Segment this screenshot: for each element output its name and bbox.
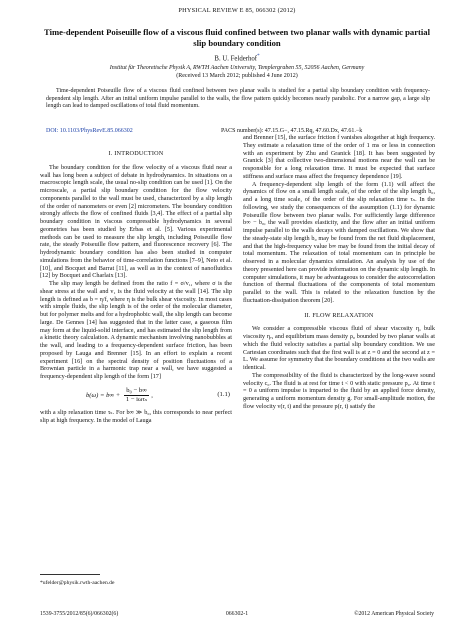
author-email-footnote: *ufelder@physik.rwth-aachen.de	[40, 580, 115, 586]
equation-1-1	[40, 387, 232, 404]
paragraph: A frequency-dependent slip length of the form (1.1) will affect the dynamics of flow on a small length scale, of the order of the slip length b₀, and a long time scale, of the order of the slip relaxation time τₛ. In the following, we study the consequences of the assumption (1.1) for dynamic Poiseuille flow between two planar walls. For sufficiently large difference b∞ − b₀, the wall provides elasticity, and the flow after an initial uniform impulse parallel to the walls decays with damped oscillations. We show that the steady-state slip length b₀ may be found from the net fluid displacement, and that the high-frequency value b∞ may be found from the initial decay of total momentum. The relaxation of total momentum can in principle be observed in a molecular dynamics simulation. An analysis by use of the theory presented here can provide information on the dynamic slip length. In computer simulations, it may be advantageous to consider the autocorrelation function of thermal fluctuations of the components of total momentum parallel to the wall. This is related to the relaxation function by the fluctuation-dissipation theorem [20].	[243, 180, 435, 304]
footnote-divider	[40, 574, 100, 575]
equation-end: ,	[151, 391, 153, 399]
paragraph: The slip may length be defined from the ratio f = σ/v₁, where σ is the shear stress at the wall and v₁ is the fluid velocity at the wall [14]. The slip length is defined as b = η/f, where η is the bulk shear viscosity. In most cases with simple fluids, the slip length is of the order of the molecular diameter, but for polymer melts and for a hydrophobic wall, the slip length can become large. De Gennes [14] has suggested that in the latter case, a gaseous film may form at the liquid-solid interface, and has estimated the slip length from a kinetic theory calculation. A dynamic mechanism involving nanobubbles at the wall, and leading to a frequency-dependent surface friction, has been proposed by Lauga and Brenner [15]. In an effort to explain a recent experiment [16] on the spectral density of position fluctuations of a Brownian particle in a harmonic trap near a wall, we have suggested a frequency-dependent slip length of the form [17]	[40, 280, 232, 380]
affiliation-block	[30, 65, 444, 80]
author-name: B. U. Felderhof	[214, 55, 258, 63]
abstract: Time-dependent Poiseuille flow of a viscous fluid confined between two planar walls is studied for a partial slip boundary condition with frequency-dependent slip length. After an initial uniform impulse parallel to the walls, the flow pattern quickly becomes nearly parabolic. For a narrow gap, a large slip length can lead to damped oscillations of total fluid momentum.	[46, 88, 430, 109]
equation-number: (1.1)	[217, 391, 230, 399]
paragraph: with a slip relaxation time τₛ. For b∞ ≫ b₀, this corresponds to near perfect slip at high frequency. In the model of Lauga	[40, 408, 232, 424]
section-heading-flow-relaxation: II. FLOW RELAXATION	[304, 311, 374, 319]
equation-fraction	[124, 387, 149, 404]
page-number: 066302-1	[225, 611, 249, 617]
doi-link[interactable]: DOI: 10.1103/PhysRevE.85.066302	[46, 128, 133, 134]
left-column	[40, 150, 232, 424]
paragraph: and Brenner [15], the surface friction f vanishes altogether at high frequency. They estimate a relaxation time of the order of 1 ms or less in connection with an experiment by Zhu and Granick [18]. It has been suggested by Granick [3] that collective two-dimensional motions near the wall can be responsible for a long relaxation time. It must be expected that surface stiffness and surface mass affect the frequency dependence [19].	[243, 134, 435, 180]
copyright: ©2012 American Physical Society	[354, 611, 434, 617]
received-date: (Received 13 March 2012; published 4 June 2012)	[176, 72, 298, 79]
paragraph: The boundary condition for the flow velocity of a viscous fluid near a wall has long been a subject of debate in hydrodynamics. In situations on a macroscopic length scale, the usual no-slip condition can be used [1]. On the microscale, a partial slip boundary condition for the flow velocity components parallel to the wall must be used, characterized by a slip length of the order of nanometers or even [2] micrometers. The boundary condition strongly affects the flow of confined fluids [3,4]. The effect of a partial slip boundary condition in viscous compressible hydrodynamics in several geometries has been studied by Erbas et al. [5]. Various experimental methods can be used to measure the slip length, including Poiseuille flow rate, the steady Poiseuille flow pattern, and fluorescence recovery [6]. The hydrodynamic boundary condition has also been studied in computer simulations from the behavior of time-correlation functions [7–9], Neto et al. [10], and Bocquet and Barrat [11], as well as in the context of nanofluidics [12] by Bocquet and Charlaix [13].	[40, 163, 232, 280]
equation-body	[86, 387, 153, 404]
paragraph: We consider a compressible viscous fluid of shear viscosity η, bulk viscosity ηᵥ, and equilibrium mass density ρ₀ bounded by two planar walls at which the fluid velocity satisfies a partial slip boundary condition. We use Cartesian coordinates such that the first wall is at z = 0 and the second at z = L. We assume for symmetry that the boundary conditions at the two walls are identical.	[243, 325, 435, 371]
equation-numerator: b₀ − b∞	[126, 386, 147, 394]
author-footnote-link[interactable]: *	[257, 54, 260, 59]
author-line	[0, 54, 474, 62]
paragraph: The compressibility of the fluid is characterized by the long-wave sound velocity c₀. The fluid is at rest for time t < 0 with static pressure p₀. At time t = 0 a uniform impulse is imparted to the fluid by an applied force density, generating a uniform momentum density g. For small-amplitude motion, the flow velocity v(r, t) and the pressure p(r, t) satisfy the	[243, 371, 435, 410]
issn-code: 1539-3755/2012/85(6)/066302(6)	[40, 611, 119, 617]
affiliation: Institut für Theoretische Physik A, RWTH Aachen University, Templergraben 55, 52056 Aachen, Germany	[109, 65, 365, 71]
equation-denominator: 1 − iωτₛ	[125, 395, 148, 403]
article-title: Time-dependent Poiseuille flow of a viscous fluid confined between two planar walls with dynamic partial slip boundary condition	[44, 27, 430, 48]
equation-lhs: b(ω) = b∞ +	[86, 391, 121, 399]
section-heading-introduction: I. INTRODUCTION	[108, 150, 164, 157]
journal-header: PHYSICAL REVIEW E 85, 066302 (2012)	[178, 7, 296, 14]
right-column	[243, 134, 435, 411]
pacs-numbers: PACS number(s): 47.15.G−, 47.15.Rq, 47.60.Dx, 47.61.−k	[221, 128, 363, 134]
